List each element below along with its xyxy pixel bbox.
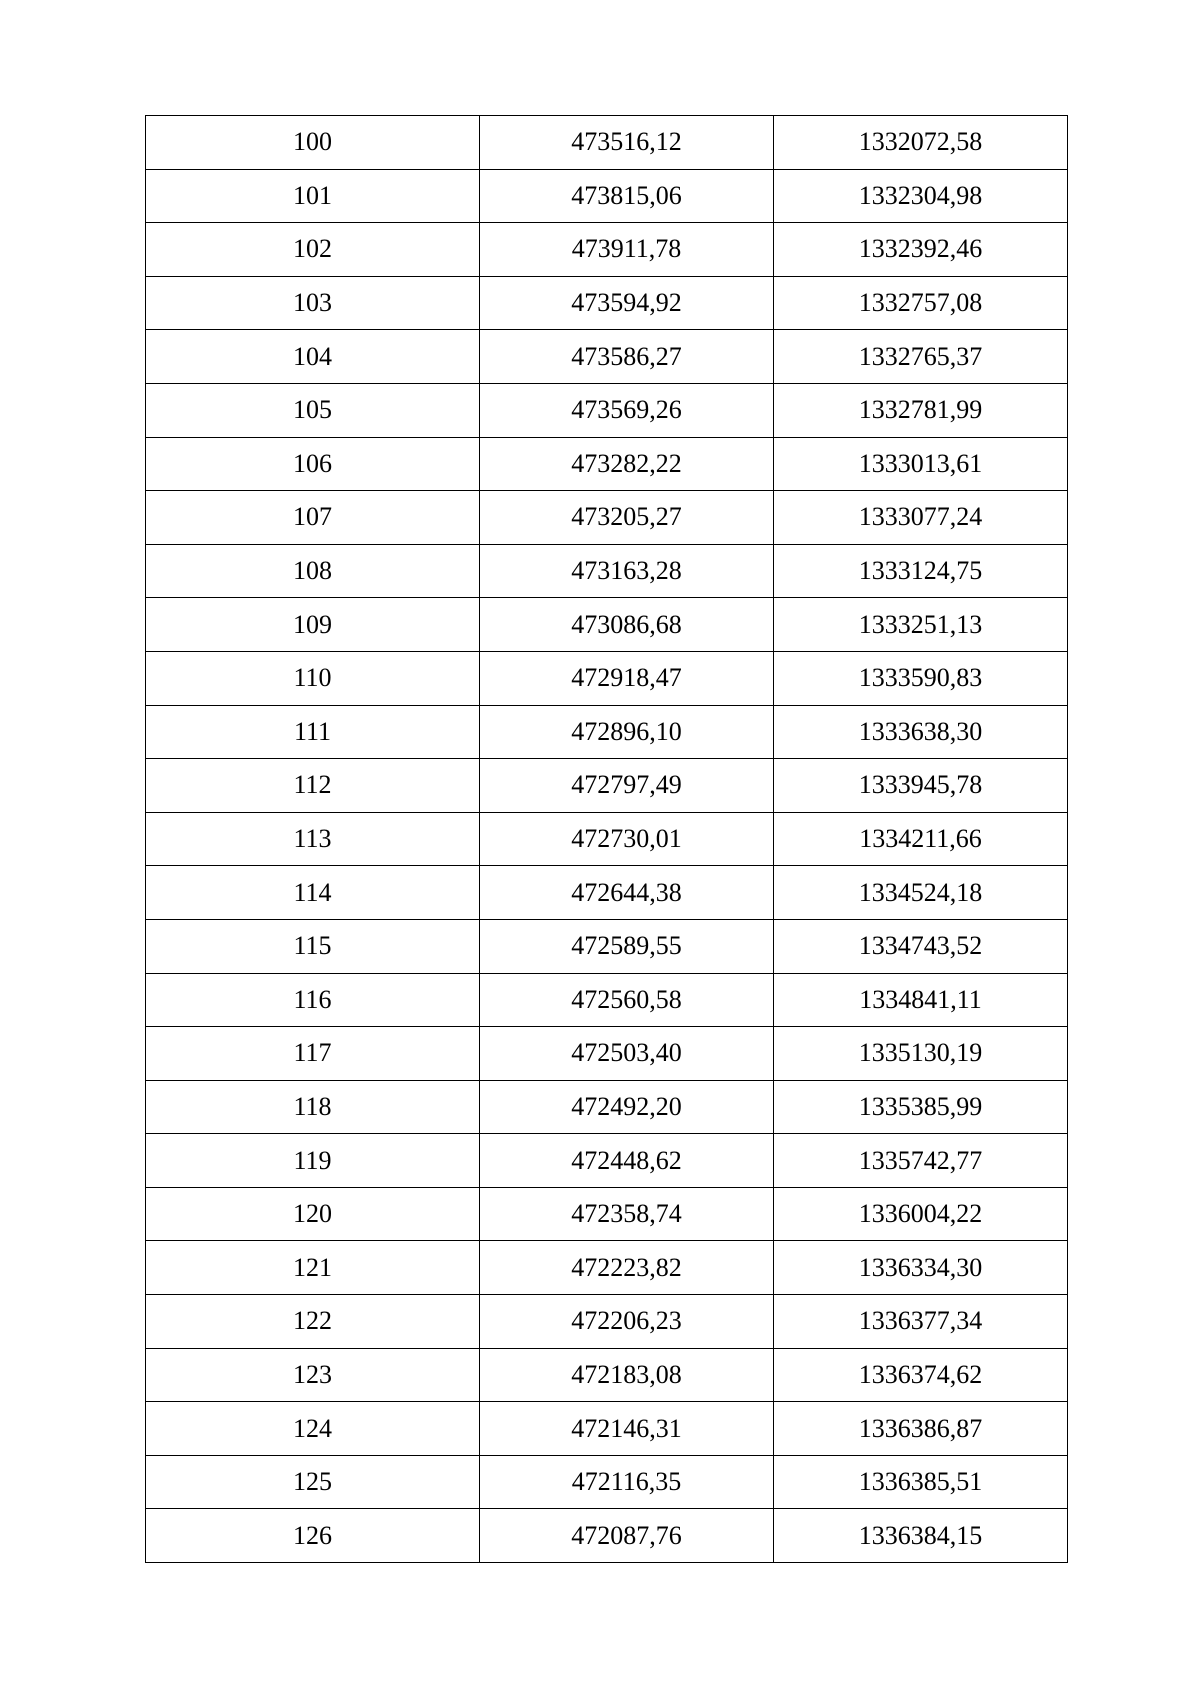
point-number-cell: 112 (146, 759, 480, 813)
x-coordinate-cell: 472223,82 (480, 1241, 774, 1295)
point-number-cell: 101 (146, 169, 480, 223)
x-coordinate-cell: 473516,12 (480, 116, 774, 170)
table-row (146, 544, 1068, 598)
y-coordinate-cell: 1333124,75 (774, 544, 1068, 598)
table-row (146, 1187, 1068, 1241)
y-coordinate-cell: 1336377,34 (774, 1295, 1068, 1349)
table-row (146, 1348, 1068, 1402)
point-number-cell: 122 (146, 1295, 480, 1349)
y-coordinate-cell: 1336386,87 (774, 1402, 1068, 1456)
x-coordinate-cell: 472183,08 (480, 1348, 774, 1402)
x-coordinate-cell: 472492,20 (480, 1080, 774, 1134)
y-coordinate-cell: 1332781,99 (774, 383, 1068, 437)
x-coordinate-cell: 473163,28 (480, 544, 774, 598)
y-coordinate-cell: 1336384,15 (774, 1509, 1068, 1563)
table-row (146, 491, 1068, 545)
point-number-cell: 109 (146, 598, 480, 652)
y-coordinate-cell: 1336385,51 (774, 1455, 1068, 1509)
table-row (146, 1241, 1068, 1295)
point-number-cell: 124 (146, 1402, 480, 1456)
x-coordinate-cell: 473569,26 (480, 383, 774, 437)
x-coordinate-cell: 473594,92 (480, 276, 774, 330)
table-row (146, 866, 1068, 920)
point-number-cell: 107 (146, 491, 480, 545)
x-coordinate-cell: 472918,47 (480, 651, 774, 705)
x-coordinate-cell: 473815,06 (480, 169, 774, 223)
table-row (146, 1027, 1068, 1081)
x-coordinate-cell: 472206,23 (480, 1295, 774, 1349)
y-coordinate-cell: 1334524,18 (774, 866, 1068, 920)
y-coordinate-cell: 1334211,66 (774, 812, 1068, 866)
y-coordinate-cell: 1335130,19 (774, 1027, 1068, 1081)
x-coordinate-cell: 472797,49 (480, 759, 774, 813)
x-coordinate-cell: 472146,31 (480, 1402, 774, 1456)
table-row (146, 919, 1068, 973)
point-number-cell: 108 (146, 544, 480, 598)
table-row (146, 651, 1068, 705)
point-number-cell: 106 (146, 437, 480, 491)
point-number-cell: 100 (146, 116, 480, 170)
table-row (146, 973, 1068, 1027)
y-coordinate-cell: 1336004,22 (774, 1187, 1068, 1241)
point-number-cell: 125 (146, 1455, 480, 1509)
table-row (146, 705, 1068, 759)
table-row (146, 1402, 1068, 1456)
y-coordinate-cell: 1336334,30 (774, 1241, 1068, 1295)
y-coordinate-cell: 1333077,24 (774, 491, 1068, 545)
point-number-cell: 116 (146, 973, 480, 1027)
table-row (146, 383, 1068, 437)
table-row (146, 223, 1068, 277)
y-coordinate-cell: 1333590,83 (774, 651, 1068, 705)
point-number-cell: 111 (146, 705, 480, 759)
table-row (146, 1134, 1068, 1188)
coordinates-table (145, 115, 1068, 1563)
table-row (146, 1455, 1068, 1509)
y-coordinate-cell: 1332757,08 (774, 276, 1068, 330)
y-coordinate-cell: 1333945,78 (774, 759, 1068, 813)
point-number-cell: 115 (146, 919, 480, 973)
x-coordinate-cell: 473586,27 (480, 330, 774, 384)
y-coordinate-cell: 1334841,11 (774, 973, 1068, 1027)
x-coordinate-cell: 472358,74 (480, 1187, 774, 1241)
table-row (146, 1080, 1068, 1134)
table-row (146, 812, 1068, 866)
point-number-cell: 113 (146, 812, 480, 866)
table-row (146, 330, 1068, 384)
table-row (146, 1509, 1068, 1563)
x-coordinate-cell: 473205,27 (480, 491, 774, 545)
table-row (146, 759, 1068, 813)
y-coordinate-cell: 1336374,62 (774, 1348, 1068, 1402)
x-coordinate-cell: 472448,62 (480, 1134, 774, 1188)
point-number-cell: 105 (146, 383, 480, 437)
x-coordinate-cell: 473911,78 (480, 223, 774, 277)
y-coordinate-cell: 1333013,61 (774, 437, 1068, 491)
x-coordinate-cell: 472644,38 (480, 866, 774, 920)
point-number-cell: 126 (146, 1509, 480, 1563)
x-coordinate-cell: 472730,01 (480, 812, 774, 866)
point-number-cell: 117 (146, 1027, 480, 1081)
table-row (146, 169, 1068, 223)
x-coordinate-cell: 473086,68 (480, 598, 774, 652)
y-coordinate-cell: 1333251,13 (774, 598, 1068, 652)
y-coordinate-cell: 1332072,58 (774, 116, 1068, 170)
y-coordinate-cell: 1334743,52 (774, 919, 1068, 973)
y-coordinate-cell: 1332765,37 (774, 330, 1068, 384)
y-coordinate-cell: 1332392,46 (774, 223, 1068, 277)
point-number-cell: 114 (146, 866, 480, 920)
x-coordinate-cell: 472116,35 (480, 1455, 774, 1509)
point-number-cell: 120 (146, 1187, 480, 1241)
x-coordinate-cell: 472896,10 (480, 705, 774, 759)
y-coordinate-cell: 1335742,77 (774, 1134, 1068, 1188)
y-coordinate-cell: 1335385,99 (774, 1080, 1068, 1134)
table-row (146, 598, 1068, 652)
point-number-cell: 110 (146, 651, 480, 705)
point-number-cell: 121 (146, 1241, 480, 1295)
y-coordinate-cell: 1333638,30 (774, 705, 1068, 759)
y-coordinate-cell: 1332304,98 (774, 169, 1068, 223)
table-row (146, 116, 1068, 170)
point-number-cell: 118 (146, 1080, 480, 1134)
x-coordinate-cell: 472560,58 (480, 973, 774, 1027)
point-number-cell: 104 (146, 330, 480, 384)
x-coordinate-cell: 473282,22 (480, 437, 774, 491)
coordinates-table-body (146, 116, 1068, 1563)
table-row (146, 276, 1068, 330)
point-number-cell: 123 (146, 1348, 480, 1402)
x-coordinate-cell: 472087,76 (480, 1509, 774, 1563)
table-row (146, 437, 1068, 491)
table-row (146, 1295, 1068, 1349)
point-number-cell: 119 (146, 1134, 480, 1188)
point-number-cell: 103 (146, 276, 480, 330)
x-coordinate-cell: 472503,40 (480, 1027, 774, 1081)
x-coordinate-cell: 472589,55 (480, 919, 774, 973)
point-number-cell: 102 (146, 223, 480, 277)
